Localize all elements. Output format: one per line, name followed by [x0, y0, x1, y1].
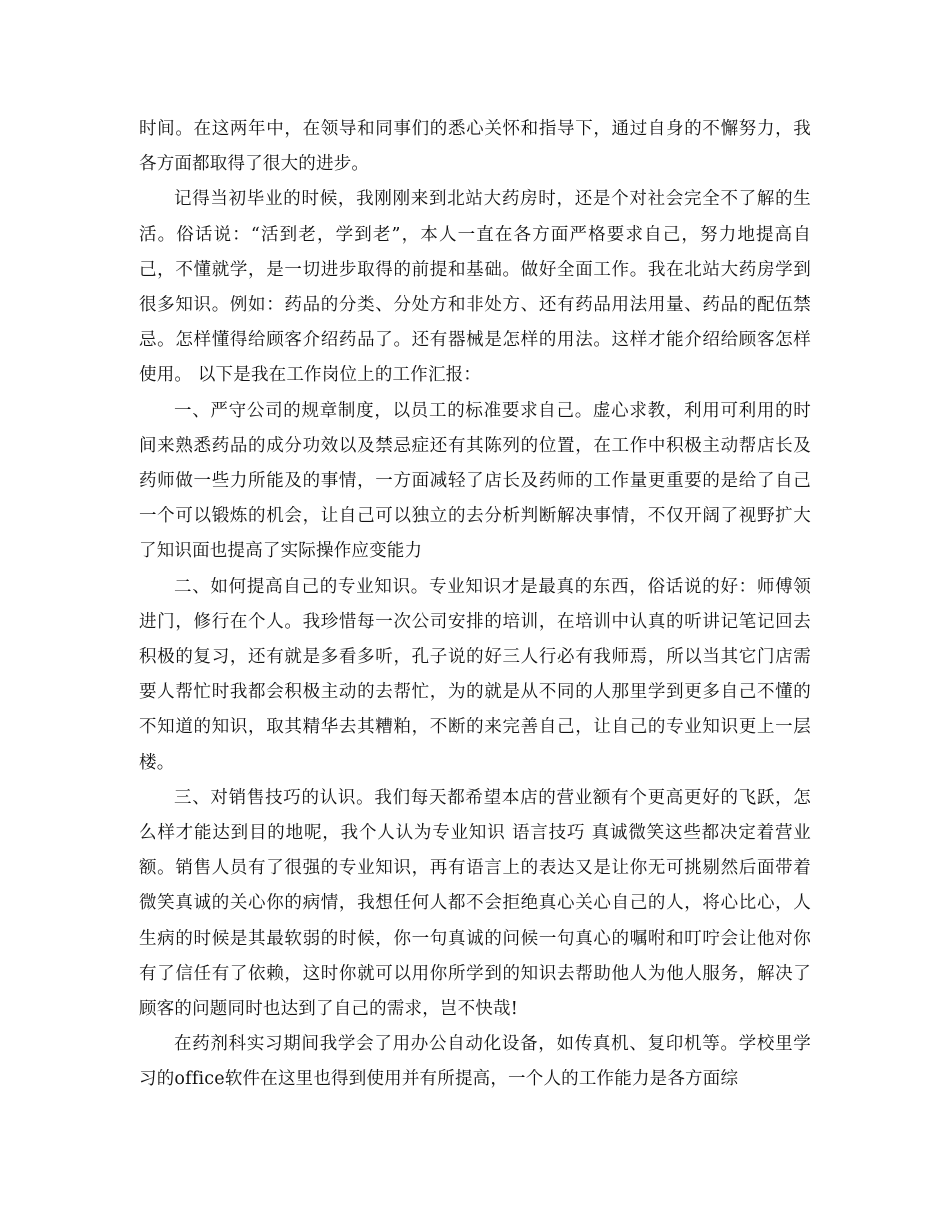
paragraph-5: 三、对销售技巧的认识。我们每天都希望本店的营业额有个更高更好的飞跃，怎么样才能达到目的地呢，我个人认为专业知识 语言技巧 真诚微笑这些都决定着营业额。销售人员有了很强的专业知识，再有语言上的表达又是让你无可挑剔然后面带着微笑真诚的关心你的病情，我想任何人都不会拒绝真心关心自己的人，将心比心，人生病的时候是其最软弱的时候，你一句真诚的问候一句真心的嘱咐和叮咛会让他对你有了信任有了依赖，这时你就可以用你所学到的知识去帮助他人为他人服务，解决了顾客的问题同时也达到了自己的需求，岂不快哉!: [139, 787, 811, 1020]
document-body: [139, 112, 811, 1098]
paragraph-3: 一、严守公司的规章制度，以员工的标准要求自己。虚心求教，利用可利用的时间来熟悉药品的成分功效以及禁忌症还有其陈列的位置，在工作中积极主动帮店长及药师做一些力所能及的事情，一方面减轻了店长及药师的工作量更重要的是给了自己一个可以锻炼的机会，让自己可以独立的去分析判断解决事情，不仅开阔了视野扩大了知识面也提高了实际操作应变能力: [139, 400, 811, 562]
paragraph-2: 记得当初毕业的时候，我刚刚来到北站大药房时，还是个对社会完全不了解的生活。俗话说：“活到老，学到老”，本人一直在各方面严格要求自己，努力地提高自己，不懂就学，是一切进步取得的前提和基础。做好全面工作。我在北站大药房学到很多知识。例如：药品的分类、分处方和非处方、还有药品用法用量、药品的配伍禁忌。怎样懂得给顾客介绍药品了。还有器械是怎样的用法。这样才能介绍给顾客怎样使用。 以下是我在工作岗位上的工作汇报：: [139, 189, 811, 386]
paragraph-6: 在药剂科实习期间我学会了用办公自动化设备，如传真机、复印机等。学校里学习的office软件在这里也得到使用并有所提高，一个人的工作能力是各方面综: [139, 1034, 811, 1090]
paragraph-1: 时间。在这两年中，在领导和同事们的悉心关怀和指导下，通过自身的不懈努力，我各方面都取得了很大的进步。: [139, 119, 811, 175]
paragraph-4: 二、如何提高自己的专业知识。专业知识才是最真的东西，俗话说的好：师傅领进门，修行在个人。我珍惜每一次公司安排的培训，在培训中认真的听讲记笔记回去积极的复习，还有就是多看多听，孔子说的好三人行必有我师焉，所以当其它门店需要人帮忙时我都会积极主动的去帮忙，为的就是从不同的人那里学到更多自己不懂的不知道的知识，取其精华去其糟粕，不断的来完善自己，让自己的专业知识更上一层楼。: [139, 576, 811, 773]
